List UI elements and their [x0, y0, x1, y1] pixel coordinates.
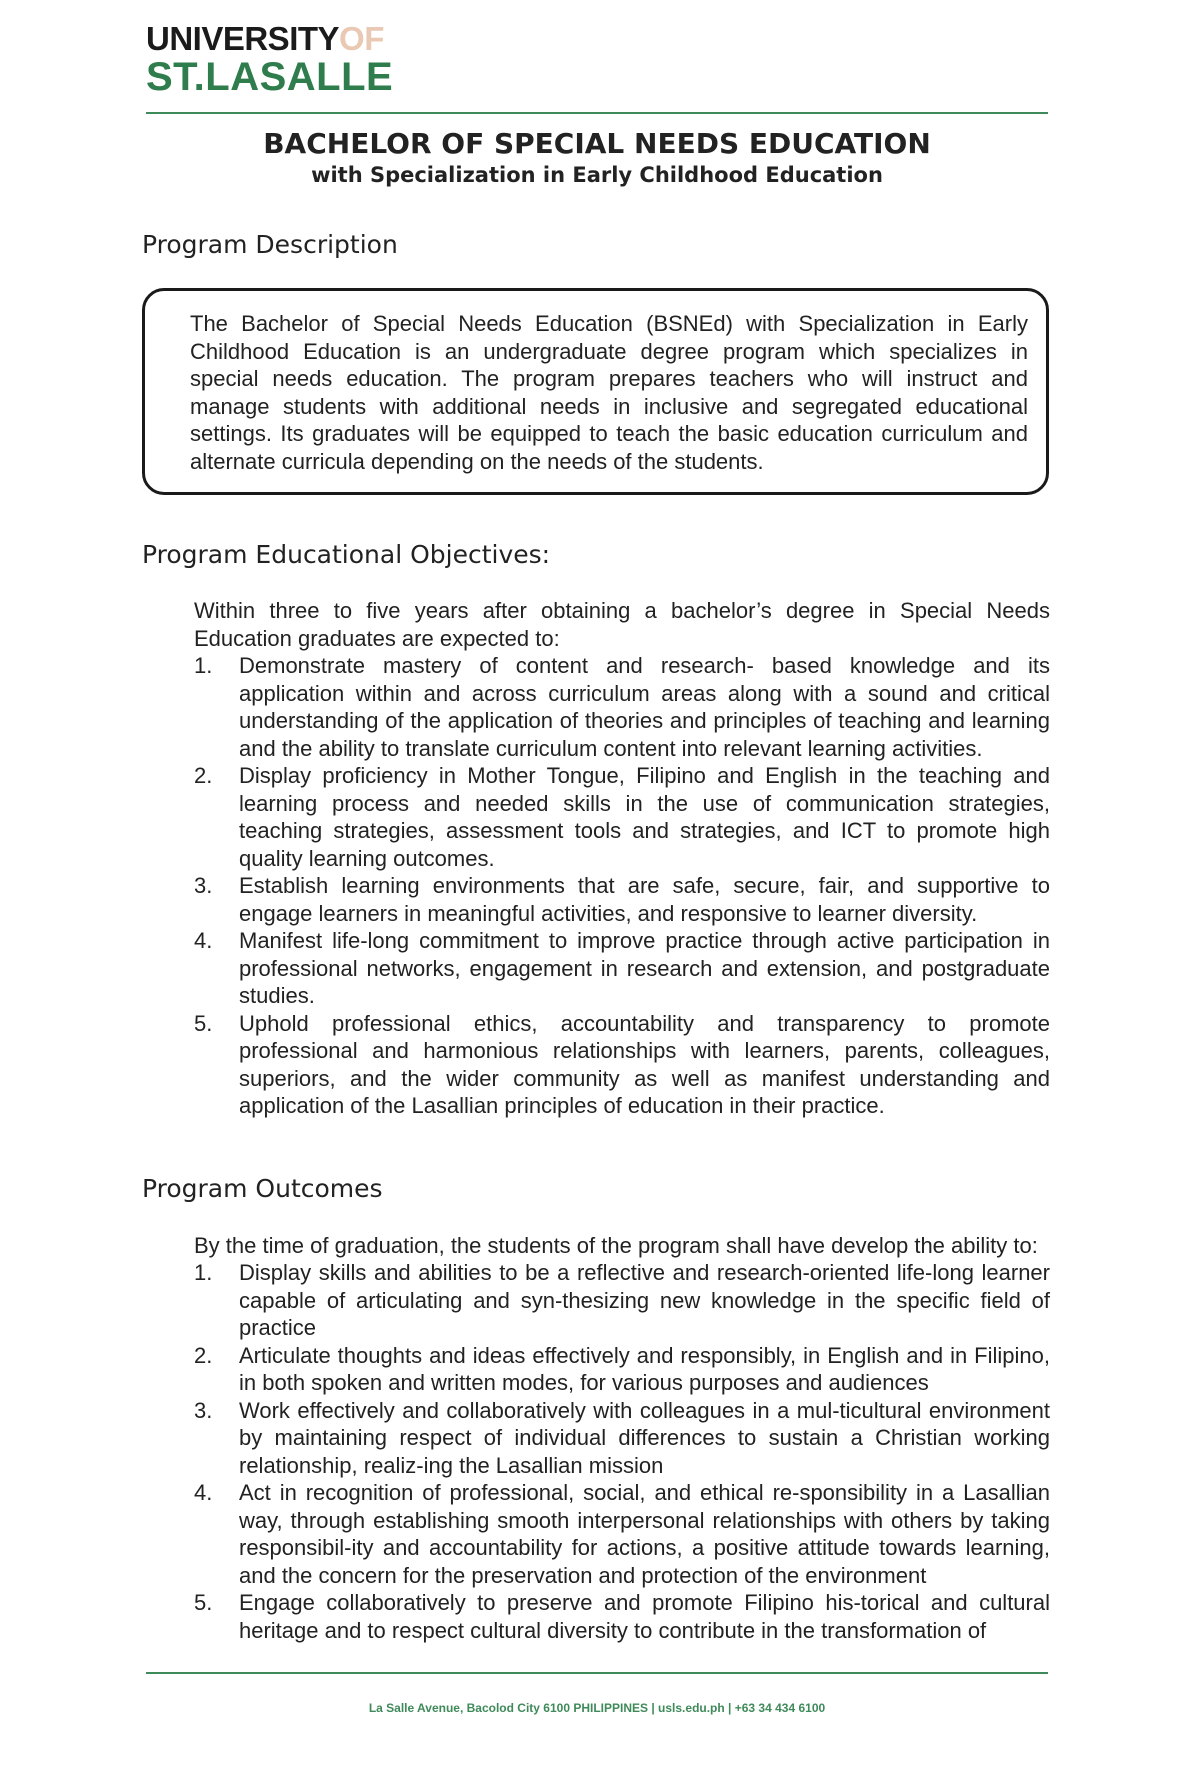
objective-item [194, 652, 1050, 762]
objective-text: Establish learning environments that are safe, secure, fair, and supportive to engage learners in meaningful activities, and responsive to learner diversity. [239, 873, 1050, 926]
objective-item [194, 762, 1050, 872]
objective-text: Display proficiency in Mother Tongue, Filipino and English in the teaching and learning process and needed skills in the use of communication strategies, teaching strategies, assessment tools and strategies, and ICT to promote high quality learning outcomes. [239, 763, 1050, 871]
logo-line-2: ST.LASALLE [146, 55, 394, 99]
outcomes-intro: By the time of graduation, the students of the program shall have develop the ability to: [194, 1233, 1038, 1258]
objective-item [194, 872, 1050, 927]
outcome-text: Work effectively and collaboratively with colleagues in a mul-ticultural environment by maintaining respect of individual differences to sustain a Christian working relationship, realiz-ing the Lasallian mission [239, 1397, 1050, 1478]
footer-contact: La Salle Avenue, Bacolod City 6100 PHILIPPINES | usls.edu.ph | +63 34 434 6100 [368, 1701, 826, 1715]
outcome-number: 5. [194, 1590, 213, 1615]
objective-number: 5. [194, 1010, 213, 1036]
outcome-number: 3. [194, 1397, 213, 1423]
outcome-item [194, 1589, 1050, 1644]
objective-number: 4. [194, 928, 213, 953]
outcome-text: Articulate thoughts and ideas effectively and responsibly, in English and in Filipino, in both spoken and written modes, for various purposes and audiences [239, 1342, 1050, 1395]
program-title: BACHELOR OF SPECIAL NEEDS EDUCATION [263, 127, 931, 160]
objective-item [194, 927, 1050, 1010]
outcome-text: Display skills and abilities to be a reflective and research-oriented life-long learner capable of articulating and syn-thesizing new knowledge in the specific field of practice [239, 1260, 1050, 1340]
objective-text: Uphold professional ethics, accountability and transparency to promote professional and harmonious relationships with learners, parents, colleagues, superiors, and the wider community as well as manifest understanding and application of the Lasallian principles of education in their practice. [239, 1010, 1050, 1118]
objective-text: Demonstrate mastery of content and research- based knowledge and its application within and across curriculum areas along with a sound and critical understanding of the application of theories and principles of teaching and learning and the ability to translate curriculum content into relevant learning activities. [239, 653, 1050, 761]
logo-university-text: UNIVERSITY [146, 20, 340, 57]
objective-number: 2. [194, 763, 213, 788]
outcomes-heading: Program Outcomes [142, 1174, 383, 1203]
header-divider [146, 112, 1048, 114]
outcomes-list [194, 1259, 1050, 1644]
outcome-item [194, 1397, 1050, 1480]
outcome-number: 4. [194, 1480, 213, 1505]
footer-divider [146, 1672, 1048, 1674]
objective-number: 3. [194, 873, 213, 898]
outcome-item [194, 1259, 1050, 1342]
objective-number: 1. [194, 653, 213, 678]
objective-text: Manifest life-long commitment to improve practice through active participation in professional networks, engagement in research and extension, and postgraduate studies. [239, 928, 1050, 1008]
objectives-heading: Program Educational Objectives: [142, 540, 551, 569]
university-logo [146, 22, 393, 97]
objective-item [194, 1010, 1050, 1120]
outcome-text: Engage collaboratively to preserve and promote Filipino his-torical and cultural heritage and to respect cultural diversity to contribute in the transformation of [239, 1590, 1050, 1643]
program-description-text: The Bachelor of Special Needs Education (BSNEd) with Specialization in Early Childhood Education is an undergraduate degree program which specializes in special needs education. The program prepares teachers who will instruct and manage students with additional needs in inclusive and segregated educational settings. Its graduates will be equipped to teach the basic education curriculum and alternate curricula depending on the needs of the students. [190, 311, 1028, 474]
outcome-item [194, 1479, 1050, 1589]
outcome-number: 1. [194, 1260, 213, 1285]
logo-line-1 [146, 22, 393, 55]
outcome-text: Act in recognition of professional, social, and ethical re-sponsibility in a Lasallian way, through establishing smooth interpersonal relationships with others by taking responsibil-ity and accountability for actions, a positive attitude towards learning, and the concern for the preservation and protection of the environment [239, 1480, 1050, 1588]
program-description-heading: Program Description [142, 230, 398, 259]
objectives-list [194, 652, 1050, 1120]
outcome-item [194, 1342, 1050, 1397]
outcome-number: 2. [194, 1342, 213, 1368]
logo-of-text: OF [339, 20, 384, 57]
objectives-intro: Within three to five years after obtaining a bachelor’s degree in Special Needs Education graduates are expected to: [194, 598, 1050, 651]
program-subtitle: with Specialization in Early Childhood Education [311, 163, 883, 187]
